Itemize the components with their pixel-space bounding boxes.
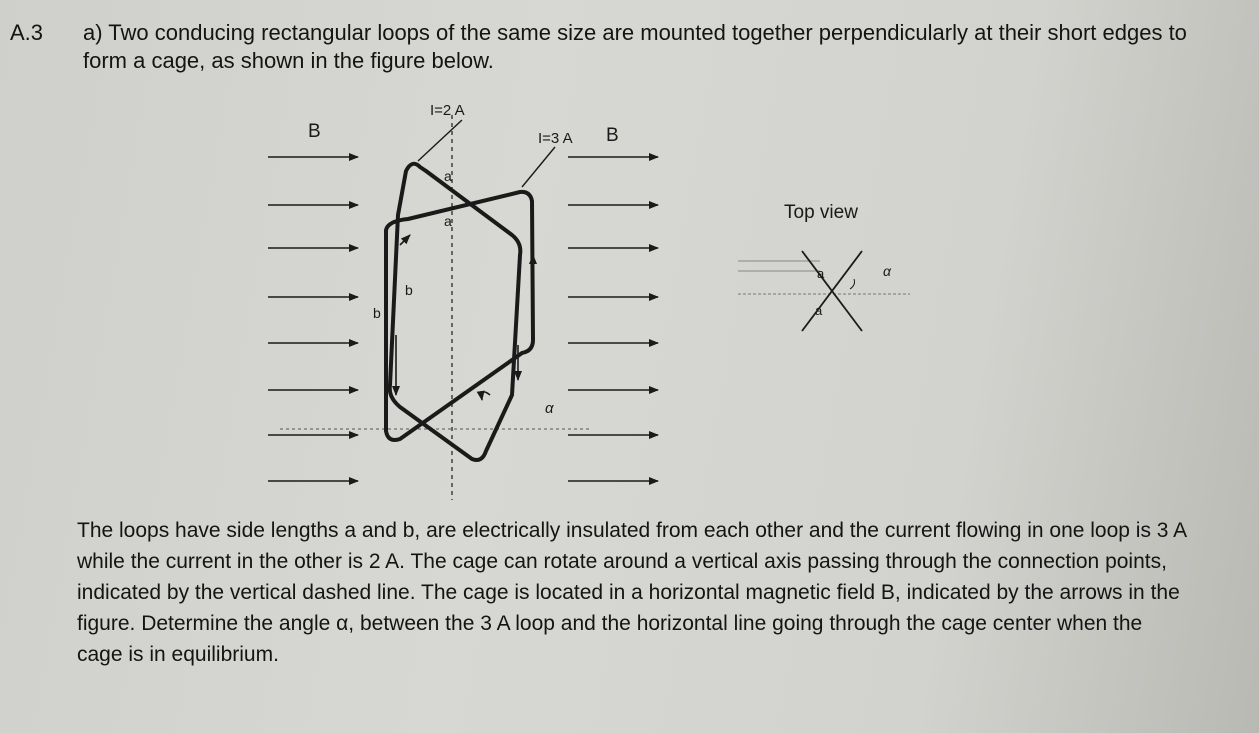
field-label-left: B: [308, 121, 321, 142]
problem-body-text: The loops have side lengths a and b, are electrically insulated from each other and the current flowing in one loop is 3 A while the current in the other is 2 A. The cage can rotate around a vertical axis passing through the connection points, indicated by the vertical dashed line. The cage is located in a horizontal magnetic field B, indicated by the arrows in the figure. Determine the angle α, between the 3 A loop and the horizontal line going through the cage center when the cage is in equilibrium.: [77, 519, 1187, 666]
pointer-3a: [522, 147, 555, 187]
field-label-right: B: [606, 125, 619, 146]
problem-intro-text: a) Two conducing rectangular loops of the same size are mounted together perpendicularly at their short edges to form a cage, as shown in the figure below.: [83, 20, 1187, 73]
top-view-a-upper: a: [817, 266, 825, 281]
current-3a-label: I=3 A: [538, 130, 573, 147]
pointer-2a: [418, 120, 462, 161]
top-view-angle-arc: [850, 279, 855, 289]
current-2a-label: I=2 A: [430, 102, 465, 119]
cage-figure: [250, 95, 930, 505]
side-b-inner-label: b: [405, 282, 413, 298]
top-view-title: Top view: [784, 202, 858, 223]
problem-number: A.3: [10, 20, 44, 45]
field-arrows-right: [568, 157, 658, 481]
top-view-a-lower: a: [815, 303, 823, 318]
side-b-outer-label: b: [373, 305, 381, 321]
loop-3a: [386, 192, 533, 440]
top-view-diagram: [738, 202, 910, 331]
angle-alpha-label: α: [545, 400, 554, 417]
top-view-alpha: α: [883, 263, 891, 279]
side-a-middle-label: a: [444, 213, 452, 229]
side-a-top-label: a: [444, 168, 452, 184]
field-arrows-left: [268, 157, 358, 481]
